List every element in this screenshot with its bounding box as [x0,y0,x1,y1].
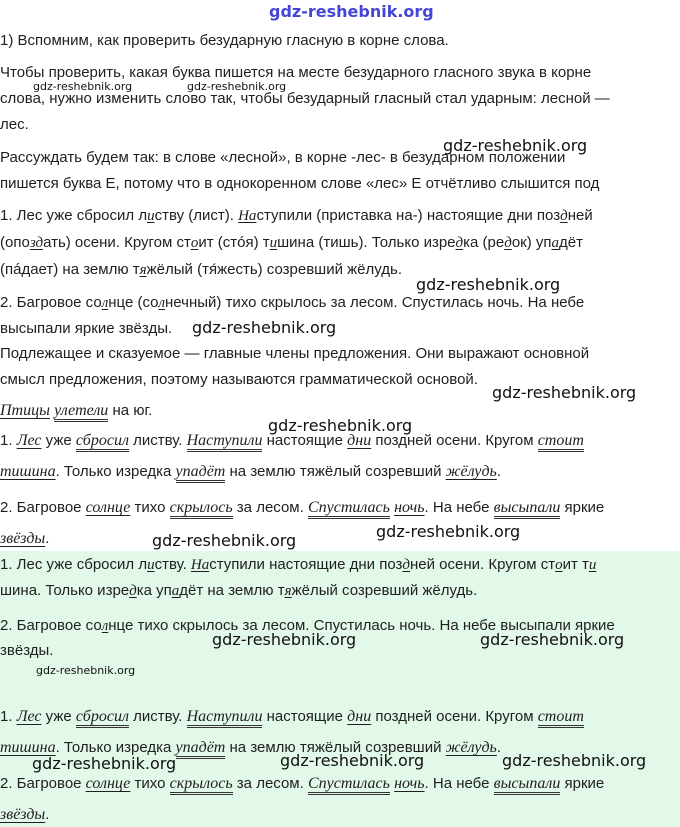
watermark: gdz-reshebnik.org [502,751,647,770]
exercise-line: 1. Лес уже сбросил листву (лист). Наступили (приставка на-) настоящие дни поздней [0,207,593,224]
predicate-word: улетели [54,402,108,422]
answer-line: шина. Только изредка упадёт на землю тяжёлый созревший жёлудь. [0,582,478,599]
watermark: gdz-reshebnik.org [280,751,425,770]
paragraph-line: Чтобы проверить, какая буква пишется на месте безударного гласного звука в корне [0,64,592,81]
watermark-top[interactable]: gdz-reshebnik.org [269,2,434,21]
exercise-line: (пáдает) на землю тяжёлый (тя́жесть) созревший жёлудь. [0,261,402,278]
watermark: gdz-reshebnik.org [480,630,625,649]
paragraph-line: лес. [0,116,29,133]
parsed-sentence-line: 2. Багровое солнце тихо скрылось за лесом. Спустилась ночь. На небе высыпали яркие [0,498,604,518]
watermark: gdz-reshebnik.org [212,630,357,649]
parsed-sentence-line: 1. Лес уже сбросил листву. Наступили настоящие дни поздней осени. Кругом стоит [0,707,584,727]
watermark: gdz-reshebnik.org [376,522,521,541]
parsed-sentence-line: 2. Багровое солнце тихо скрылось за лесом. Спустилась ночь. На небе высыпали яркие [0,774,604,794]
watermark-small: gdz-reshebnik.org [187,80,287,93]
subject-word: Птицы [0,402,50,419]
section-heading: 1) Вспомним, как проверить безударную гласную в корне слова. [0,32,449,49]
paragraph-line: пишется буква Е, потому что в однокоренном слове «лес» Е отчётливо слышится под [0,175,600,192]
watermark: gdz-reshebnik.org [152,531,297,550]
paragraph-line: Подлежащее и сказуемое — главные члены предложения. Они выражают основной [0,345,590,362]
example-sentence: Птицы улетели на юг. [0,401,152,421]
parsed-sentence-line: тишина. Только изредка упадёт на землю тяжёлый созревший жёлудь. [0,462,501,482]
watermark: gdz-reshebnik.org [268,416,413,435]
watermark: gdz-reshebnik.org [192,318,337,337]
parsed-sentence-line: звёзды. [0,806,50,823]
exercise-line: высыпали яркие звёзды. [0,320,173,337]
paragraph-line: Рассуждать будем так: в слове «лесной», в корне -лес- в безударном положении [0,149,566,166]
watermark-small: gdz-reshebnik.org [33,80,133,93]
answer-line: 1. Лес уже сбросил листву. Наступили настоящие дни поздней осени. Кругом стоит ти [0,556,597,573]
parsed-sentence-line: звёзды. [0,530,50,547]
watermark: gdz-reshebnik.org [492,383,637,402]
parsed-sentence-line: 1. Лес уже сбросил листву. Наступили настоящие дни поздней осени. Кругом стоит [0,431,584,451]
watermark: gdz-reshebnik.org [416,275,561,294]
watermark-small: gdz-reshebnik.org [36,664,136,677]
answer-line: звёзды. [0,642,54,659]
answer-line: 2. Багровое солнце тихо скрылось за лесом. Спустилась ночь. На небе высыпали яркие [0,617,615,634]
paragraph-line: слова, нужно изменить слово так, чтобы безударный гласный стал ударным: лесной — [0,90,610,107]
exercise-line: (опоздать) осени. Кругом стоит (стóя) тишина (тишь). Только изредка (редок) упадёт [0,234,583,251]
watermark: gdz-reshebnik.org [32,754,177,773]
parsed-sentence-line: тишина. Только изредка упадёт на землю тяжёлый созревший жёлудь. [0,738,501,758]
exercise-line: 2. Багровое солнце (солнечный) тихо скрылось за лесом. Спустилась ночь. На небе [0,294,585,311]
paragraph-line: смысл предложения, поэтому называются грамматической основой. [0,371,478,388]
watermark: gdz-reshebnik.org [443,136,588,155]
